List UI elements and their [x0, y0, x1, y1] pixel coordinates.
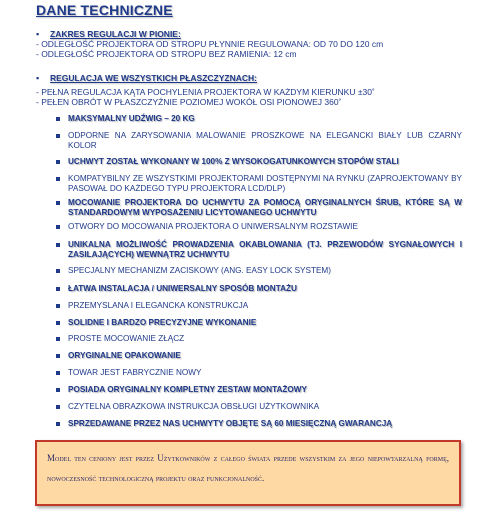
- product-note-box: [35, 440, 461, 506]
- bullet-icon: [56, 337, 60, 341]
- list-item: MAKSYMALNY UDŹWIG – 20 KG: [52, 114, 462, 124]
- list-item: MOCOWANIE PROJEKTORA DO UCHWYTU ZA POMOCĄ ORYGINALNYCH ŚRUB, KTÓRE SĄ W STANDARDOWYM WYPOSAŻENIU LICYTOWANEGO UCHWYTU: [52, 198, 462, 218]
- bullet-icon: [56, 177, 60, 181]
- bullet-icon: [56, 243, 60, 247]
- section-line: - ODLEGŁOŚĆ PROJEKTORA OD STROPU BEZ RAMIENIA: 12 cm: [36, 49, 297, 59]
- bullet-icon: [56, 134, 60, 138]
- page-title: DANE TECHNICZNE: [36, 2, 173, 18]
- bullet-icon: [56, 354, 60, 358]
- list-item: ODPORNE NA ZARYSOWANIA MALOWANIE PROSZKOWE NA ELEGANCKI BIAŁY LUB CZARNY KOLOR: [52, 131, 462, 151]
- list-item: ŁATWA INSTALACJA / UNIWERSALNY SPOSÓB MONTAŻU: [52, 284, 462, 294]
- list-item: KOMPATYBILNY ZE WSZYSTKIMI PROJEKTORAMI DOSTĘPNYMI NA RYNKU (ZAPROJEKTOWANY BY PASOWAŁ DO KAŻDEGO TYPU PROJEKTORA LCD/DLP): [52, 174, 462, 194]
- bullet-icon: [56, 201, 60, 205]
- bullet-icon: ▪: [36, 73, 40, 83]
- section-line: - PEŁNA REGULACJA KĄTA POCHYLENIA PROJEKTORA W KAŻDYM KIERUNKU ±30˚: [36, 87, 375, 97]
- bullet-icon: [56, 160, 60, 164]
- list-item: POSIADA ORYGINALNY KOMPLETNY ZESTAW MONTAŻOWY: [52, 385, 462, 395]
- section-line: - ODLEGŁOŚĆ PROJEKTORA OD STROPU PŁYNNIE REGULOWANA: OD 70 DO 120 cm: [36, 39, 384, 49]
- section-heading: ZAKRES REGULACJI W PIONIE:: [50, 29, 181, 39]
- list-item: PROSTE MOCOWANIE ZŁĄCZ: [52, 334, 462, 344]
- bullet-icon: [56, 405, 60, 409]
- list-item: ORYGINALNE OPAKOWANIE: [52, 351, 462, 361]
- bullet-icon: [56, 117, 60, 121]
- list-item: UNIKALNA MOŻLIWOŚĆ PROWADZENIA OKABLOWANIA (TJ. PRZEWODÓW SYGNAŁOWYCH I ZASILAJĄCYCH) WEWNĄTRZ UCHWYTU: [52, 240, 462, 260]
- section-line: - PEŁEN OBRÓT W PŁASZCZYŹNIE POZIOMEJ WOKÓŁ OSI PIONOWEJ 360˚: [36, 97, 342, 107]
- section-vertical-adjustment: [36, 29, 466, 59]
- list-item: PRZEMYSLANA I ELEGANCKA KONSTRUKCJA: [52, 301, 462, 311]
- list-item: TOWAR JEST FABRYCZNIE NOWY: [52, 368, 462, 378]
- section-all-planes: [36, 73, 466, 107]
- bullet-icon: [56, 422, 60, 426]
- list-item: OTWORY DO MOCOWANIA PROJEKTORA O UNIWERSALNYM ROZSTAWIE: [52, 222, 462, 232]
- bullet-icon: ▪: [36, 29, 40, 39]
- bullet-icon: [56, 321, 60, 325]
- bullet-icon: [56, 225, 60, 229]
- list-item: CZYTELNA OBRAZKOWA INSTRUKCJA OBSŁUGI UŻYTKOWNIKA: [52, 402, 462, 412]
- list-item: SPECJALNY MECHANIZM ZACISKOWY (ANG. EASY LOCK SYSTEM): [52, 266, 462, 276]
- list-item: SOLIDNE I BARDZO PRECYZYJNE WYKONANIE: [52, 318, 462, 328]
- bullet-icon: [56, 304, 60, 308]
- bullet-icon: [56, 371, 60, 375]
- list-item: UCHWYT ZOSTAŁ WYKONANY W 100% Z WYSOKOGATUNKOWYCH STOPÓW STALI: [52, 157, 462, 167]
- product-note-text: Model ten ceniony jest przez Użytkowników z całego świata przede wszystkim za jego niepowtarzalną formę, nowoczesność technologiczną projektu oraz funkcjonalność.: [47, 453, 449, 483]
- section-heading: REGULACJA WE WSZYSTKICH PŁASZCZYZNACH:: [50, 73, 257, 83]
- bullet-icon: [56, 269, 60, 273]
- bullet-icon: [56, 388, 60, 392]
- list-item: SPRZEDAWANE PRZEZ NAS UCHWYTY OBJĘTE SĄ 60 MIESIĘCZNĄ GWARANCJĄ: [52, 419, 462, 429]
- bullet-icon: [56, 287, 60, 291]
